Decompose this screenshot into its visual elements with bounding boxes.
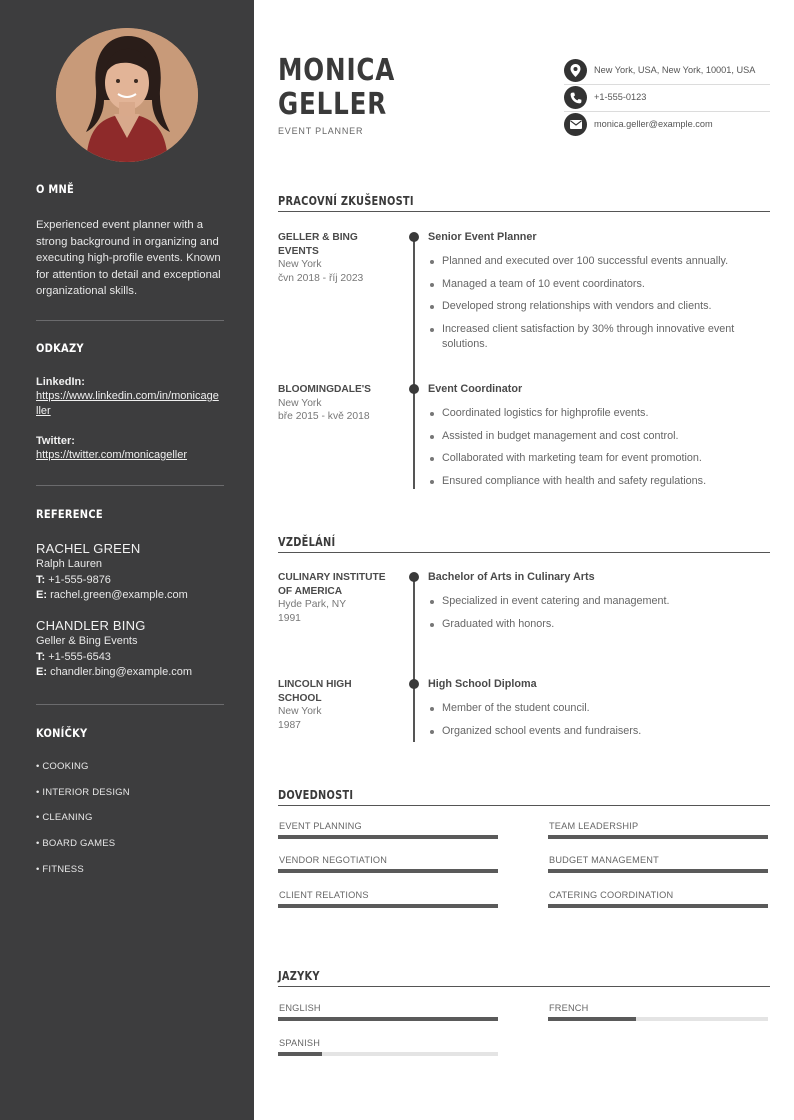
link-label: Twitter:	[36, 435, 75, 447]
skills-title	[278, 786, 770, 806]
skill-bar-fill	[548, 869, 768, 873]
references-title: REFERENCE	[36, 507, 103, 521]
employer-name: BLOOMINGDALE'S	[278, 384, 371, 395]
envelope-icon	[564, 113, 587, 136]
timeline-dot	[409, 384, 419, 394]
reference-name: CHANDLER BING	[36, 618, 146, 633]
skill-bar	[548, 904, 768, 908]
employer-location: New York	[278, 259, 322, 270]
reference-email	[36, 665, 224, 681]
school-location: Hyde Park, NY	[278, 599, 347, 610]
phone-prefix: T:	[36, 573, 46, 586]
language-bar	[278, 1017, 498, 1021]
about-text: Experienced event planner with a strong background in organizing and executing high-profile events. Known for attention to detail and exceptional organizational skills.	[36, 219, 221, 298]
language-name: ENGLISH	[279, 1003, 321, 1013]
skill-bar-fill	[548, 904, 768, 908]
school-name: CULINARY INSTITUTE OF AMERICA	[278, 572, 386, 597]
list-item: Collaborated with marketing team for event promotion.	[428, 451, 768, 466]
list-item: Increased client satisfaction by 30% through innovative event solutions.	[428, 322, 768, 352]
candidate-name	[278, 54, 395, 122]
skill-bar-fill	[278, 835, 498, 839]
position-title: Senior Event Planner	[428, 231, 537, 243]
email-prefix: E:	[36, 666, 47, 678]
sidebar-divider	[36, 320, 224, 321]
skill-bar-fill	[278, 869, 498, 873]
last-name: GELLER	[278, 87, 388, 122]
avatar-illustration	[56, 28, 198, 162]
skill-bar	[278, 869, 498, 873]
reference-email	[36, 588, 224, 604]
email-text: monica.geller@example.com	[594, 119, 713, 129]
skill-bar-fill	[548, 835, 768, 839]
language-bar	[278, 1052, 498, 1056]
list-item: Organized school events and fundraisers.	[428, 724, 768, 739]
sidebar-divider	[36, 704, 224, 705]
hobby-item: • INTERIOR DESIGN	[36, 786, 130, 798]
education-title	[278, 533, 770, 553]
employer-name: GELLER & BING EVENTS	[278, 232, 358, 257]
degree-title: High School Diploma	[428, 678, 537, 690]
school	[278, 678, 388, 733]
languages-title	[278, 967, 770, 987]
phone-text: +1-555-0123	[594, 92, 647, 102]
employer	[278, 231, 388, 286]
twitter-link[interactable]: https://twitter.com/monicageller	[36, 449, 188, 461]
skill-name: VENDOR NEGOTIATION	[279, 855, 388, 865]
location-pin-icon	[564, 59, 587, 82]
employer	[278, 383, 388, 424]
hobby-item: • BOARD GAMES	[36, 838, 116, 850]
language-item	[548, 1003, 768, 1021]
skill-item	[278, 855, 498, 873]
contact-email	[564, 112, 770, 139]
skill-bar	[278, 904, 498, 908]
timeline-dot	[409, 572, 419, 582]
reference-card	[36, 541, 224, 604]
first-name: MONICA	[278, 53, 396, 88]
education-timeline	[413, 576, 415, 742]
list-item: Managed a team of 10 event coordinators.	[428, 277, 768, 292]
reference-company: Geller & Bing Events	[36, 635, 138, 647]
skill-name: CLIENT RELATIONS	[279, 890, 369, 900]
employment-dates: bře 2015 - kvě 2018	[278, 411, 370, 423]
skill-name: BUDGET MANAGEMENT	[549, 855, 659, 865]
list-item: Coordinated logistics for highprofile events.	[428, 406, 768, 421]
employment-dates: čvn 2018 - říj 2023	[278, 272, 364, 284]
contact-address	[564, 58, 770, 85]
education-notes	[428, 701, 768, 746]
experience-timeline	[413, 236, 415, 489]
duties-list	[428, 254, 768, 360]
phone-prefix: T:	[36, 650, 46, 663]
contact-block	[564, 58, 770, 139]
phone-value: +1-555-9876	[48, 573, 111, 586]
reference-name: RACHEL GREEN	[36, 541, 141, 556]
email-value: chandler.bing@example.com	[50, 666, 193, 678]
skill-bar	[548, 835, 768, 839]
reference-company: Ralph Lauren	[36, 558, 103, 570]
language-item	[278, 1038, 498, 1056]
list-item: Graduated with honors.	[428, 617, 768, 632]
reference-phone	[36, 650, 224, 666]
skill-item	[548, 855, 768, 873]
list-item: Assisted in budget management and cost control.	[428, 429, 768, 444]
employer-location: New York	[278, 397, 322, 409]
section-heading: JAZYKY	[278, 969, 320, 983]
sidebar	[0, 0, 254, 1120]
skill-item	[278, 890, 498, 908]
skill-bar	[548, 869, 768, 873]
timeline-dot	[409, 679, 419, 689]
skill-bar	[278, 835, 498, 839]
references-section	[36, 507, 224, 521]
degree-title: Bachelor of Arts in Culinary Arts	[428, 571, 595, 583]
address-text: New York, USA, New York, 10001, USA	[594, 65, 756, 75]
language-bar-fill	[278, 1017, 498, 1021]
skill-item	[548, 821, 768, 839]
hobbies-section	[36, 726, 224, 740]
profile-photo	[56, 28, 198, 162]
skill-name: TEAM LEADERSHIP	[549, 821, 639, 831]
hobby-item: • CLEANING	[36, 812, 93, 824]
graduation-year: 1987	[278, 719, 301, 731]
language-bar-fill	[548, 1017, 636, 1021]
school-location: New York	[278, 706, 322, 717]
skill-bar-fill	[278, 904, 498, 908]
language-bar	[548, 1017, 768, 1021]
timeline-dot	[409, 232, 419, 242]
section-heading: DOVEDNOSTI	[278, 788, 354, 802]
hobbies-title: KONÍČKY	[36, 726, 88, 740]
list-item: Developed strong relationships with vendors and clients.	[428, 299, 768, 314]
education-notes	[428, 594, 768, 639]
language-name: FRENCH	[549, 1003, 589, 1013]
phone-value: +1-555-6543	[48, 650, 111, 663]
job-title: EVENT PLANNER	[278, 126, 364, 136]
list-item: Planned and executed over 100 successful events annually.	[428, 254, 768, 269]
hobby-item: • COOKING	[36, 761, 89, 772]
link-label: LinkedIn:	[36, 376, 85, 388]
language-item	[278, 1003, 498, 1021]
skill-name: EVENT PLANNING	[279, 821, 362, 831]
about-section	[36, 182, 224, 196]
email-prefix: E:	[36, 589, 47, 601]
linkedin-link[interactable]: https://www.linkedin.com/in/monicageller	[36, 390, 219, 417]
section-heading: PRACOVNÍ ZKUŠENOSTI	[278, 194, 414, 208]
language-bar-fill	[278, 1052, 322, 1056]
graduation-year: 1991	[278, 612, 301, 624]
links-title: ODKAZY	[36, 341, 84, 355]
section-heading: VZDĚLÁNÍ	[278, 535, 336, 549]
reference-phone	[36, 573, 224, 589]
links-section	[36, 341, 224, 355]
skill-item	[548, 890, 768, 908]
about-title: O MNĚ	[36, 182, 75, 196]
skill-name: CATERING COORDINATION	[549, 890, 674, 900]
school	[278, 571, 388, 626]
language-name: SPANISH	[279, 1038, 321, 1048]
sidebar-divider	[36, 485, 224, 486]
hobbies-list	[36, 754, 224, 882]
list-item: Specialized in event catering and management.	[428, 594, 768, 609]
link-linkedin	[36, 376, 224, 419]
contact-phone	[564, 85, 770, 112]
school-name: LINCOLN HIGH SCHOOL	[278, 679, 352, 704]
list-item: Ensured compliance with health and safety regulations.	[428, 474, 768, 489]
skill-item	[278, 821, 498, 839]
email-value: rachel.green@example.com	[50, 589, 188, 601]
position-title: Event Coordinator	[428, 383, 523, 395]
hobby-item: • FITNESS	[36, 863, 84, 875]
experience-title	[278, 192, 770, 212]
link-twitter	[36, 435, 224, 463]
list-item: Member of the student council.	[428, 701, 768, 716]
reference-card	[36, 618, 224, 681]
phone-icon	[564, 86, 587, 109]
duties-list	[428, 406, 768, 497]
